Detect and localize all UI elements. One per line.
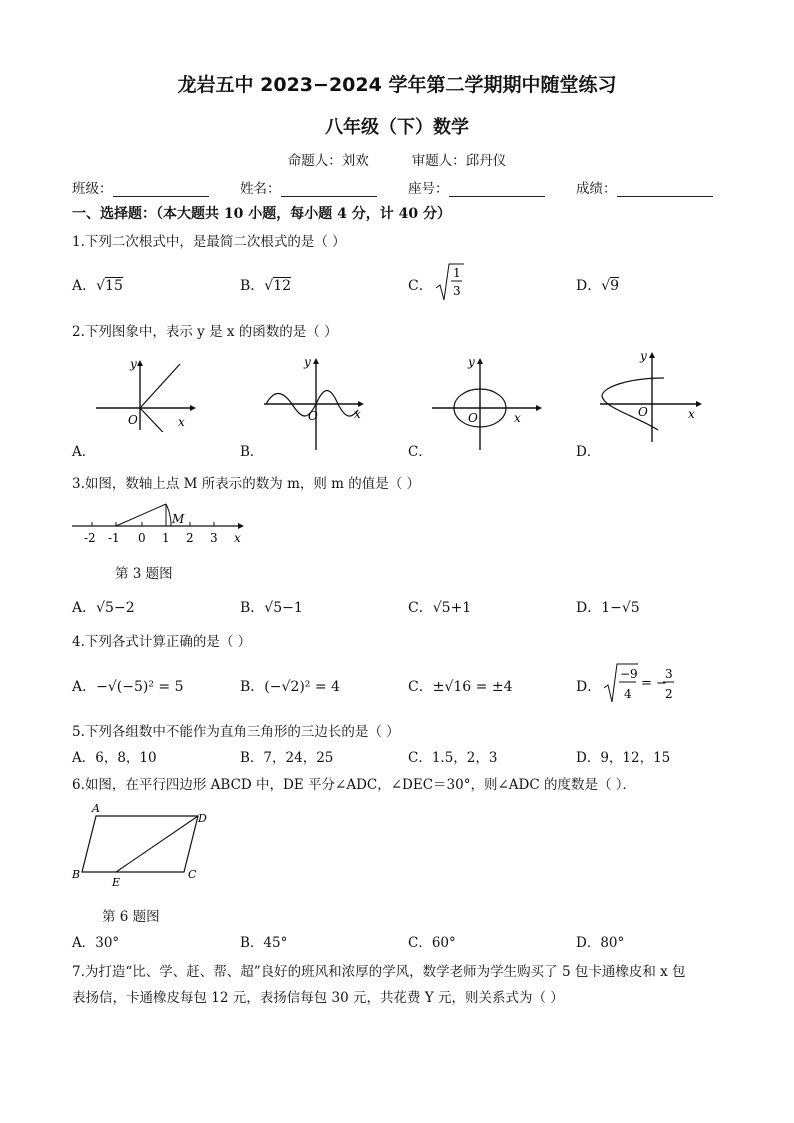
svg-text:O: O	[308, 409, 318, 423]
svg-text:y: y	[468, 355, 475, 369]
q2-graph-b	[258, 352, 368, 452]
section-heading: 一、选择题：（本大题共 10 小题，每小题 4 分，计 40 分）	[72, 206, 451, 222]
svg-text:−9: −9	[620, 667, 638, 681]
q2-option-b[interactable]: B．	[240, 444, 264, 460]
seat-blank[interactable]	[449, 182, 545, 197]
q4-option-b[interactable]: B．(−√2)² = 4	[240, 679, 340, 695]
name-field[interactable]	[240, 177, 377, 197]
svg-text:O: O	[128, 413, 138, 427]
authors-line: 命题人：刘欢 审题人：邱丹仪	[287, 153, 507, 169]
q6-option-a[interactable]: A．30°	[72, 935, 120, 951]
svg-text:O: O	[468, 411, 478, 425]
svg-text:1: 1	[162, 531, 170, 545]
exam-subtitle: 八年级（下）数学	[325, 117, 469, 138]
seat-field[interactable]	[408, 177, 545, 197]
q4-stem: 4.下列各式计算正确的是（ ）	[72, 634, 252, 650]
svg-text:4: 4	[624, 687, 632, 701]
seat-label: 座号：	[408, 181, 449, 197]
q5-stem: 5.下列各组数中不能作为直角三角形的三边长的是（ ）	[72, 724, 400, 740]
q1-c-den: 3	[453, 284, 461, 298]
q1-option-d[interactable]: D．√9	[576, 278, 620, 294]
name-label: 姓名：	[240, 181, 281, 197]
svg-text:= −: = −	[641, 676, 667, 691]
svg-text:y: y	[130, 357, 137, 371]
q3-caption: 第 3 题图	[115, 566, 173, 582]
svg-text:B: B	[72, 868, 81, 881]
q5-option-b[interactable]: B．7，24，25	[240, 750, 334, 766]
q4-option-d[interactable]: D． −9 4 = − 3 2	[576, 660, 686, 706]
q3-option-b[interactable]: B．√5−1	[240, 600, 303, 616]
q1-option-a[interactable]: A．√15	[72, 278, 123, 294]
q3-stem: 3.如图，数轴上点 M 所表示的数为 m，则 m 的值是（ ）	[72, 476, 421, 492]
q6-stem: 6.如图，在平行四边形 ABCD 中，DE 平分∠ADC，∠DEC＝30°，则∠ADC 的度数是（ ）．	[72, 777, 637, 793]
q5-option-d[interactable]: D．9，12，15	[576, 750, 671, 766]
q6-option-d[interactable]: D．80°	[576, 935, 625, 951]
q4-option-a[interactable]: A．−√(−5)² = 5	[72, 679, 184, 695]
class-label: 班级：	[72, 181, 113, 197]
svg-text:x: x	[234, 531, 241, 545]
svg-text:D: D	[198, 812, 207, 825]
svg-text:3: 3	[665, 667, 673, 681]
q2-option-d[interactable]: D．	[576, 444, 601, 460]
name-blank[interactable]	[281, 182, 377, 197]
q5-option-a[interactable]: A．6，8，10	[72, 750, 157, 766]
svg-text:x: x	[688, 407, 695, 421]
q1-c-num: 1	[453, 266, 461, 280]
svg-text:y: y	[640, 349, 647, 363]
svg-text:2: 2	[186, 531, 194, 545]
q1-stem: 1.下列二次根式中，是最简二次根式的是（ ）	[72, 234, 346, 250]
svg-text:x: x	[354, 407, 361, 421]
q6-option-b[interactable]: B．45°	[240, 935, 288, 951]
svg-text:E: E	[112, 876, 121, 889]
q3-option-c[interactable]: C．√5+1	[408, 600, 472, 616]
q2-graph-c	[428, 352, 548, 452]
q7-line-2: 表扬信，卡通橡皮每包 12 元，表扬信每包 30 元，共花费 Y 元，则关系式为（ ）	[72, 990, 564, 1006]
q2-stem: 2.下列图象中，表示 y 是 x 的函数的是（ ）	[72, 324, 338, 340]
q2-graph-a	[90, 352, 200, 432]
q7-line-1: 7.为打造“比、学、赶、帮、超”良好的班风和浓厚的学风，数学老师为学生购买了 5 包卡通橡皮和 x 包	[72, 964, 686, 980]
svg-text:2: 2	[665, 687, 673, 701]
score-blank[interactable]	[617, 182, 713, 197]
q3-option-a[interactable]: A．√5−2	[72, 600, 135, 616]
q4-d-expression	[602, 660, 682, 706]
exam-title: 龙岩五中 2023−2024 学年第二学期期中随堂练习	[177, 74, 617, 96]
q3-number-line	[70, 496, 250, 548]
q6-option-c[interactable]: C．60°	[408, 935, 456, 951]
svg-text:3: 3	[210, 531, 218, 545]
svg-text:-2: -2	[84, 531, 96, 545]
q5-option-c[interactable]: C．1.5，2，3	[408, 750, 498, 766]
svg-text:-1: -1	[108, 531, 120, 545]
svg-text:x: x	[178, 415, 185, 429]
svg-text:0: 0	[138, 531, 146, 545]
svg-text:O: O	[638, 405, 648, 419]
class-field[interactable]	[72, 177, 209, 197]
q6-caption: 第 6 题图	[102, 909, 160, 925]
svg-text:y: y	[304, 355, 311, 369]
score-field[interactable]	[576, 177, 713, 197]
q6-parallelogram	[70, 800, 210, 890]
q2-graph-d	[596, 344, 706, 444]
q1-c-radical	[434, 262, 464, 304]
q3-option-d[interactable]: D．1−√5	[576, 600, 640, 616]
q4-option-c[interactable]: C．±√16 = ±4	[408, 679, 513, 695]
class-blank[interactable]	[113, 182, 209, 197]
q1-option-b[interactable]: B．√12	[240, 278, 292, 294]
svg-text:M: M	[172, 512, 185, 526]
score-label: 成绩：	[576, 181, 617, 197]
svg-text:A: A	[92, 802, 100, 815]
svg-text:x: x	[514, 411, 521, 425]
q2-option-a[interactable]: A．	[72, 444, 96, 460]
svg-text:C: C	[188, 868, 197, 881]
q2-option-c[interactable]: C．	[408, 444, 432, 460]
